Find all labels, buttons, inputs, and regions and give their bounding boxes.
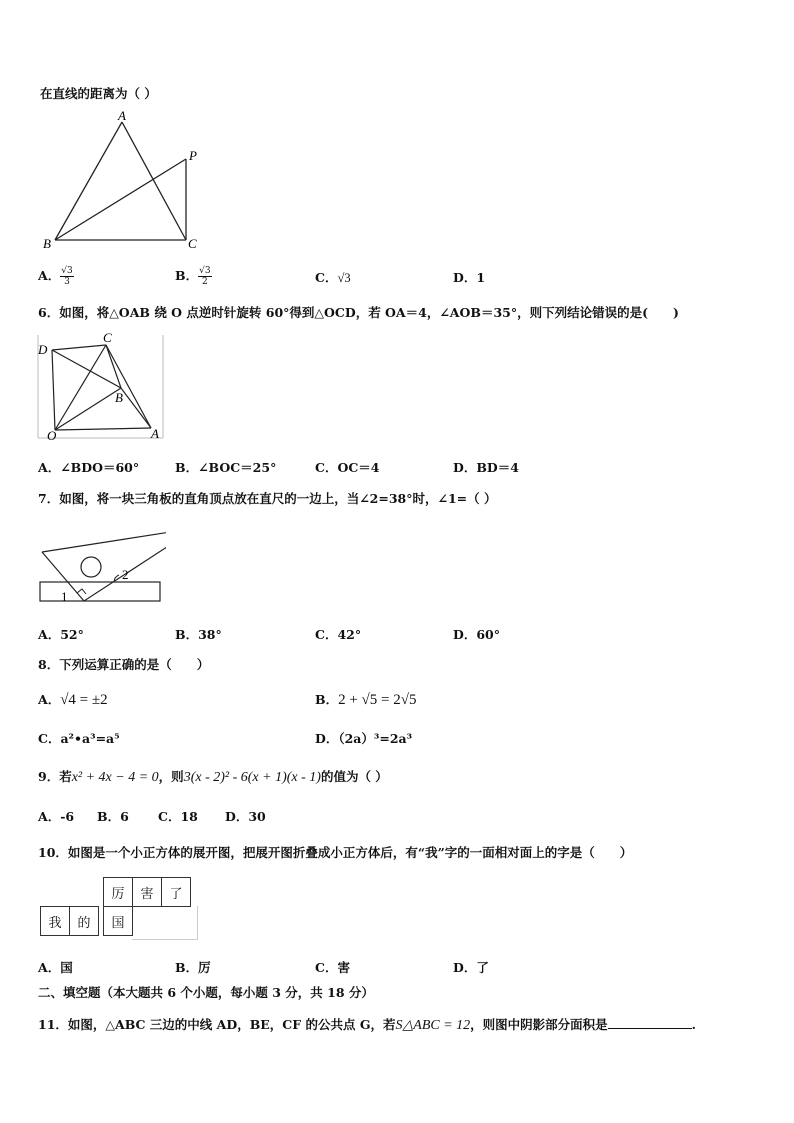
q9-stem-mid: ，则: [158, 769, 184, 784]
net-cell-hai: 害: [132, 877, 162, 907]
q5-label-A: A: [118, 108, 126, 123]
q9-stem-suffix: 的值为（ ）: [320, 769, 388, 784]
net-cell-wo: 我: [40, 906, 70, 936]
q5-option-c-value: √3: [337, 271, 351, 285]
net-guide-lines: [132, 906, 198, 940]
q8-option-a[interactable]: [38, 690, 108, 709]
q5-option-c[interactable]: [315, 268, 351, 286]
q6-label-A: A: [151, 426, 159, 441]
q5-option-b[interactable]: [175, 266, 212, 287]
q9-stem: [38, 767, 388, 786]
q5-option-a-prefix: A．: [38, 268, 61, 283]
q8-option-c[interactable]: C．a²•a³=a⁵: [38, 731, 120, 746]
q6-label-B: B: [115, 390, 123, 405]
q8-option-b[interactable]: [315, 690, 416, 709]
q9-stem-prefix: 9．若: [38, 769, 72, 784]
q6-label-D: D: [38, 342, 48, 357]
q10-option-a[interactable]: A．国: [38, 960, 73, 975]
q5-option-d[interactable]: D．1: [453, 270, 486, 285]
q9-option-b[interactable]: B．6: [97, 809, 129, 824]
q5-label-C: C: [188, 236, 197, 251]
q10-option-b[interactable]: B．厉: [175, 960, 211, 975]
q6-label-O: O: [47, 428, 57, 442]
q8-option-b-prefix: B．: [315, 692, 339, 707]
q9-expression: 3(x - 2)² - 6(x + 1)(x - 1): [183, 770, 321, 785]
net-cell-de: 的: [69, 906, 99, 936]
q5-label-B: B: [43, 236, 51, 251]
q8-option-d[interactable]: D．（2a）³=2a³: [315, 731, 413, 746]
q6-option-a[interactable]: A．∠BDO＝60°: [38, 460, 140, 475]
q8-option-a-prefix: A．: [38, 692, 61, 707]
q5-option-c-prefix: C．: [315, 270, 338, 285]
q7-option-a[interactable]: A．52°: [38, 627, 84, 642]
q7-label-1: 1: [61, 589, 68, 604]
section-title: 二、填空题（本大题共 6 个小题，每小题 3 分，共 18 分）: [38, 985, 374, 1000]
q7-option-d[interactable]: D．60°: [453, 627, 500, 642]
q5-option-b-prefix: B．: [175, 268, 199, 283]
q6-option-b[interactable]: B．∠BOC＝25°: [175, 460, 277, 475]
q5-figure: [38, 108, 208, 253]
q5-option-a-fraction: $\frac{√3}{3}$: [61, 266, 73, 287]
q6-option-c[interactable]: C．OC＝4: [315, 460, 380, 475]
q9-option-c[interactable]: C．18: [158, 809, 198, 824]
q6-option-d[interactable]: D．BD＝4: [453, 460, 519, 475]
q11-answer-blank[interactable]: [608, 1016, 692, 1029]
q11-stem: [38, 1015, 696, 1034]
q9-option-a[interactable]: A．-6: [38, 809, 75, 824]
q7-label-2: 2: [122, 567, 129, 582]
q9-option-d[interactable]: D．30: [225, 809, 266, 824]
q10-stem: 10．如图是一个小正方体的展开图，把展开图折叠成小正方体后，有“我”字的一面相对面上的字是（ ）: [38, 845, 633, 860]
net-cell-guo: 国: [103, 906, 133, 936]
q6-figure: [34, 330, 166, 442]
q10-option-d[interactable]: D．了: [453, 960, 489, 975]
q5-label-P: P: [189, 148, 197, 163]
q5-stem: 在直线的距离为（ ）: [40, 86, 157, 101]
q6-label-C: C: [103, 330, 112, 345]
q11-stem-prefix: 11．如图，△ABC 三边的中线 AD，BE，CF 的公共点 G，若: [38, 1017, 396, 1032]
q8-option-b-expression: 2 + √5 = 2√5: [338, 692, 417, 708]
q9-equation: x² + 4x − 4 = 0: [71, 770, 159, 785]
q11-end: .: [691, 1017, 697, 1032]
q10-option-c[interactable]: C．害: [315, 960, 350, 975]
q6-stem: 6．如图，将△OAB 绕 O 点逆时针旋转 60°得到△OCD，若 OA＝4，∠AOB＝35°，则下列结论错误的是( ): [38, 305, 679, 320]
q11-formula: S△ABC = 12: [395, 1018, 471, 1033]
q8-option-a-expression: √4 = ±2: [60, 692, 108, 708]
q7-option-b[interactable]: B．38°: [175, 627, 222, 642]
net-cell-li: 厉: [103, 877, 133, 907]
q8-stem: 8．下列运算正确的是（ ）: [38, 657, 210, 672]
net-cell-le: 了: [161, 877, 191, 907]
q7-figure: [36, 522, 166, 604]
q7-option-c[interactable]: C．42°: [315, 627, 362, 642]
q11-stem-suffix: ，则图中阴影部分面积是: [470, 1017, 608, 1032]
q5-option-a[interactable]: [38, 266, 74, 287]
cube-net: [40, 877, 200, 941]
q5-option-b-fraction: $\frac{√3}{2}$: [199, 266, 211, 287]
q7-stem: 7．如图，将一块三角板的直角顶点放在直尺的一边上，当∠2=38°时，∠1=（ ）: [38, 491, 497, 506]
